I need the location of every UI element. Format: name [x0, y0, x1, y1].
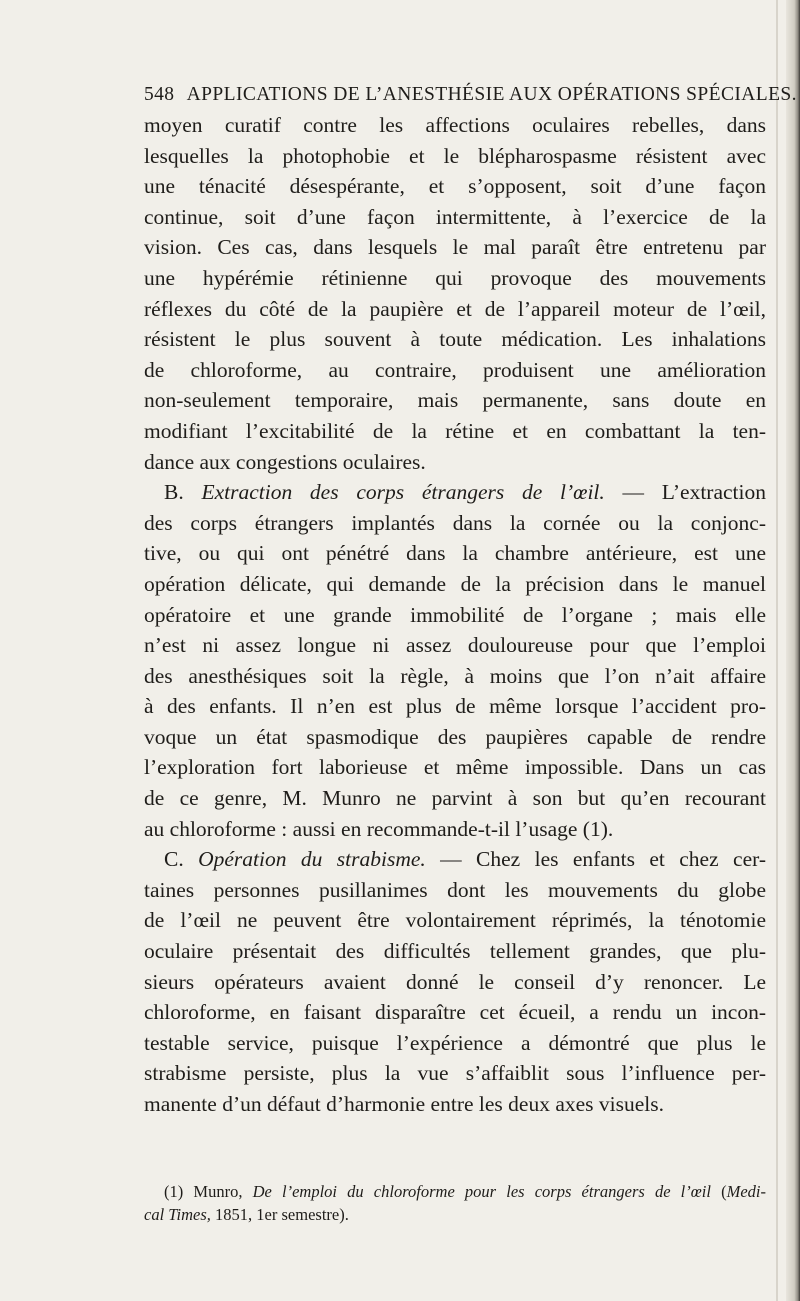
text-line: dance aux congestions oculaires.: [144, 449, 426, 474]
text-line: manente d’un défaut d’harmonie entre les deux axes visuels.: [144, 1092, 664, 1116]
footnote-journal: Medi-: [726, 1182, 766, 1201]
running-title: APPLICATIONS DE L’ANESTHÉSIE AUX OPÉRATIONS SPÉCIALES.: [186, 84, 797, 105]
section-letter: B.: [164, 480, 202, 505]
text-line: de ce genre, M. Munro ne parvint à son but qu’en recourant: [144, 786, 766, 811]
footnote-journal-open: (: [721, 1182, 727, 1201]
text-line: [144, 844, 766, 875]
text-line: des corps étrangers implantés dans la cornée ou la conjonc-: [144, 510, 766, 535]
text-line: testable service, puisque l’expérience a démontré que plus le: [144, 1030, 766, 1055]
text-line: au chloroforme : aussi en recommande-t-il l’usage (1).: [144, 816, 614, 841]
page-number: 548: [144, 84, 175, 105]
section-text: — L’extraction: [604, 480, 766, 505]
text-line: résistent le plus souvent à toute médication. Les inhalations: [144, 327, 766, 352]
text-line: réflexes du côté de la paupière et de l’appareil moteur de l’œil,: [144, 296, 766, 321]
text-line: lesquelles la photophobie et le blépharospasme résistent avec: [144, 143, 766, 168]
text-line: une hypérémie rétinienne qui provoque des mouvements: [144, 265, 766, 290]
text-line: opération délicate, qui demande de la précision dans le manuel: [144, 571, 766, 596]
text-line: vision. Ces cas, dans lesquels le mal paraît être entretenu par: [144, 235, 766, 260]
section-letter: C.: [164, 847, 199, 872]
text-line: modifiant l’excitabilité de la rétine et en combattant la ten-: [144, 418, 766, 443]
text-line: non-seulement temporaire, mais permanente, sans doute en: [144, 388, 766, 413]
footnote-title: De l’emploi du chloroforme pour les corps étrangers de l’œil: [252, 1182, 711, 1201]
page-edge-shadow: [786, 0, 800, 1301]
page-gutter-line: [776, 0, 778, 1301]
footnote-block: [144, 1180, 766, 1226]
text-line: à des enfants. Il n’en est plus de même lorsque l’accident pro-: [144, 694, 766, 719]
text-line: chloroforme, en faisant disparaître cet écueil, a rendu un incon-: [144, 1000, 766, 1025]
text-line: [144, 477, 766, 508]
running-header: [144, 84, 797, 106]
text-line: des anesthésiques soit la règle, à moins que l’on n’ait affaire: [144, 663, 766, 688]
text-line: de chloroforme, au contraire, produisent une amélioration: [144, 357, 766, 382]
footnote-rest: 1851, 1er semestre).: [210, 1205, 349, 1224]
footnote-line-2: [144, 1203, 766, 1226]
text-line: strabisme persiste, plus la vue s’affaiblit sous l’influence per-: [144, 1061, 766, 1086]
text-line: une ténacité désespérante, et s’opposent, soit d’une façon: [144, 174, 766, 199]
text-line: de l’œil ne peuvent être volontairement réprimés, la ténotomie: [144, 908, 766, 933]
text-line: voque un état spasmodique des paupières capable de rendre: [144, 724, 766, 749]
footnote-journal-cont: cal Times,: [144, 1205, 211, 1224]
body-text: [144, 110, 766, 1120]
text-line: taines personnes pusillanimes dont les mouvements du globe: [144, 877, 766, 902]
section-heading: Extraction des corps étrangers de l’œil.: [201, 480, 605, 505]
footnote-author: Munro,: [193, 1182, 243, 1201]
section-text: — Chez les enfants et chez cer-: [425, 847, 767, 872]
footnote-line: [144, 1180, 766, 1203]
text-line: moyen curatif contre les affections oculaires rebelles, dans: [144, 113, 766, 137]
text-line: l’exploration fort laborieuse et même impossible. Dans un cas: [144, 755, 766, 780]
text-line: continue, soit d’une façon intermittente, à l’exercice de la: [144, 204, 766, 229]
text-line: sieurs opérateurs avaient donné le conseil d’y renoncer. Le: [144, 969, 766, 994]
text-line: opératoire et une grande immobilité de l’organe ; mais elle: [144, 602, 766, 627]
text-line: oculaire présentait des difficultés tellement grandes, que plu-: [144, 939, 766, 964]
text-line: n’est ni assez longue ni assez douloureuse pour que l’emploi: [144, 633, 766, 658]
footnote-number: (1): [164, 1182, 184, 1201]
text-line: tive, ou qui ont pénétré dans la chambre antérieure, est une: [144, 541, 766, 566]
section-heading: Opération du strabisme.: [198, 847, 426, 872]
